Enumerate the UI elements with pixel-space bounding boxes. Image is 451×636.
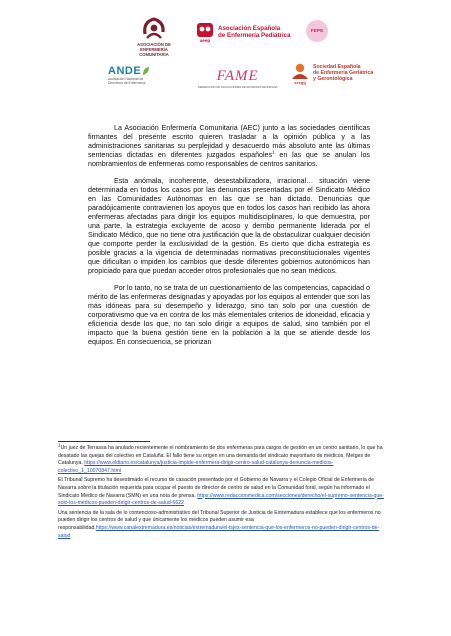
ande-leaf-icon [142, 66, 150, 76]
seegg-emblem-icon [290, 62, 310, 80]
aeep-logo [196, 22, 291, 43]
seegg-line2: de Enfermería Geriátrica [313, 70, 374, 77]
seegg-logo [290, 62, 373, 85]
seegg-line3: y Gerontológica [313, 76, 353, 83]
footnote-3 [58, 510, 388, 540]
fame-name: FAME [216, 68, 259, 84]
footnote-1 [58, 442, 388, 475]
paragraph-3: Por lo tanto, no se trata de un cuestionamiento de las competencias, capacidad o mérito de las enfermeras designadas y apoyadas por los equipos al entender que son las más idóneas para su desempeño y liderazgo, sino tan solo por una cuestión de corporativismo que va en contra de los más elementales criterios de idoneidad, eficacia y eficiencia desde los que, no tan solo dirigir a equipos de salud, sino también por el impacto que la buena gestión tiene en la población a la que se atiende desde los equipos. En consecuencia, se priorizan [88, 284, 370, 346]
fepe-emblem-icon [306, 20, 328, 42]
fame-logo [198, 68, 277, 89]
ande-logo [108, 65, 150, 85]
footnote-divider [58, 441, 150, 442]
ande-subtitle: Asociación Nacional de Directivos de Enfermería [108, 77, 146, 85]
aec-line2: ENFERMERÍA COMUNITARIA [139, 46, 169, 57]
paragraph-1-text-a: La Asociación Enfermería Comunitaria (AEC) junto a las sociedades científicas firmantes del presente escrito quieren trasladar a la opinión pública y a las administraciones sanitarias su perplejidad y desacuerdo más absoluto ante las últimas sentencias dictadas en diferentes juzgados españoles [88, 124, 370, 159]
footnote-1-text: Un juez de Terrassa ha anulado recientemente el nombramiento de dos enfermeras para cargos de gestión en un centro sanitario, lo que ha desatado las quejas del colectivo en Cataluña. El fallo tiene su origen en una demanda del sindicato mayoritario de médicos, Metges de Catalunya. [58, 445, 383, 467]
aec-line1: ASOCIACIÓN DE [137, 42, 171, 47]
fepe-logo [306, 20, 328, 42]
paragraph-2: Esta anómala, incoherente, desestabilizadora, irracional… situación viene determinada en todos los casos por las denuncias presentadas por el Sindicato Médico en las Comunidades Autónomas en las que se han dictado. Denuncias que paradójicamente contravienen los apoyos que en todos los casos han recibido las ahora enfermeras afectadas para dirigir los equipos multidisciplinares, lo que demuestra, por una parte, la estrategia excluyente de acoso y derribo permanente liderada por el Sindicato Médico, que no tiene otra justificación que la de obstaculizar cualquier decisión que comporte perder la exclusividad de la gestión. Es cierto que dicha estrategia es posible gracias a la vigencia de determinadas normativas preconstitucionales vigentes que dificultan o impiden los cambios que desde diferentes gobiernos autonómicos han propiciado para que puedan acceder otros profesionales que no sean médicos. [88, 177, 370, 275]
fame-subtitle: FEDERACIÓN DE ASOCIACIONES DE MATRONAS DE ESPAÑA [198, 86, 278, 89]
footnote-3-link[interactable]: https://www.canalextremadura.es/noticias/extremadura/el-tsjex-sentencia-que-los-enfermeros-no-pueden-dirigir-centros-de-salud [58, 524, 380, 539]
footnote-2 [58, 477, 388, 507]
aec-emblem-icon [141, 16, 167, 40]
ande-name: ANDE [108, 65, 142, 77]
footnote-2-link[interactable]: https://www.redaccionmedica.com/secciones/derecho/el-supremo-sentencia-que-solo-los-medicos-pueden-dirigir-centros-de-salud-6622 [58, 492, 384, 507]
seegg-line1: Sociedad Española [313, 64, 361, 70]
aeep-line1: Asociación Española [218, 25, 281, 32]
fepe-badge: FEPE [310, 28, 324, 34]
footnote-ref-1[interactable]: 1 [272, 149, 275, 155]
logo-header [0, 0, 451, 105]
footnote-3-text: Una sentencia de la sala de lo contencioso-administrativo del Tribunal Superior de Justicia de Extremadura establece que los enfermeros no pueden dirigir los centros de salud y que únicamente los médicos pueden asumir esa responsabilidad. [58, 509, 381, 531]
aeep-emblem-icon [196, 22, 214, 38]
seegg-badge: seegg [294, 80, 306, 85]
aec-logo [128, 16, 180, 57]
letter-body [88, 124, 370, 355]
aeep-badge: aeep [199, 38, 211, 43]
paragraph-1 [88, 124, 370, 169]
footnote-1-marker: 1 [58, 442, 61, 448]
footnote-1-link[interactable]: https://www.eldiario.es/catalunya/justicia-impide-enfermera-dirigir-centro-salud-catalunya-denuncia-medicos-colectivo_1_10070847.html [58, 460, 334, 474]
paragraph-1-text-b: en las que se anulan los nombramientos de enfermeras como responsables de centros sanitarios. [88, 150, 370, 168]
footnote-2-text: El Tribunal Supremo ha desestimado el recurso de casación presentado por el Gobierno de Navarra y el Colegio Oficial de Enfermería de Navarra sobre la titulación requerida para ocupar el puesto de director de centro de salud en la Comunidad foral, según ha informado el Sindicato Médico de Navarra (SMN) en una nota de prensa. [58, 477, 375, 499]
footnotes [58, 442, 388, 542]
aeep-line2: de Enfermería Pediátrica [218, 32, 291, 40]
